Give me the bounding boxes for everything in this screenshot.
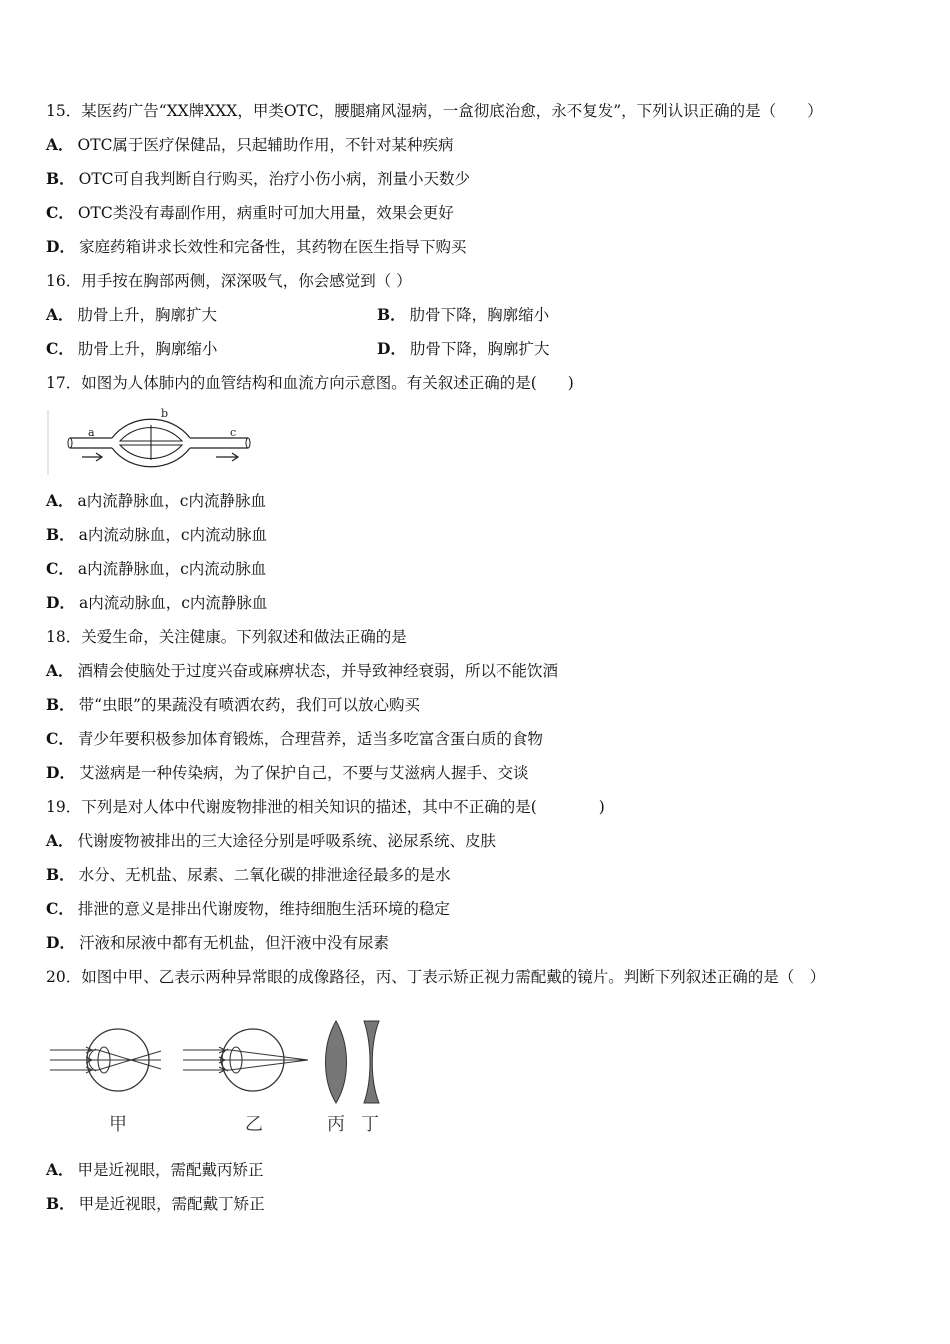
option-label: A． [46,661,74,680]
eye-jia [50,1029,161,1091]
q15-option-a [46,135,453,155]
option-text: 排泄的意义是排出代谢废物，维持细胞生活环境的稳定 [77,900,450,918]
option-label: A． [46,1160,74,1179]
q19-option-b [46,865,451,885]
q20-stem: 20．如图中甲、乙表示两种异常眼的成像路径，丙、丁表示矫正视力需配戴的镜片。判断下列叙述正确的是（ ） [46,968,826,986]
option-label: B． [377,305,406,324]
option-label: B． [46,525,75,544]
option-label: D． [46,593,75,612]
q16-option-b [377,305,549,325]
concave-lens-ding [364,1021,379,1103]
option-text: 青少年要积极参加体育锻炼，合理营养，适当多吃富含蛋白质的食物 [77,730,543,748]
q19-option-d [46,933,389,953]
q16-option-a [46,305,217,325]
flow-arrow-right-icon [216,453,238,461]
q18-option-d [46,763,528,783]
option-label: A． [46,491,74,510]
option-label: B． [46,169,75,188]
option-text: 酒精会使脑处于过度兴奋或麻痹状态，并导致神经衰弱，所以不能饮酒 [77,662,559,680]
option-text: a内流静脉血，c内流静脉血 [77,492,266,510]
q15-option-c [46,203,454,223]
option-text: 肋骨下降，胸廓缩小 [409,306,550,324]
q15-option-b [46,169,470,189]
flow-arrow-left-icon [82,453,102,461]
eye-lens-diagram [46,1015,391,1140]
option-label: B． [46,1194,75,1213]
option-text: 家庭药箱讲求长效性和完备性，其药物在医生指导下购买 [78,238,467,256]
convex-lens-bing [326,1021,347,1103]
label-jia: 甲 [109,1114,127,1135]
option-label: A． [46,831,74,850]
q20-option-a [46,1160,264,1180]
option-text: 代谢废物被排出的三大途径分别是呼吸系统、泌尿系统、皮肤 [77,832,497,850]
option-label: C． [46,339,74,358]
q17-option-a [46,491,266,511]
q19-option-c [46,899,450,919]
q16-stem: 16．用手按在胸部两侧，深深吸气，你会感觉到（ ） [46,272,412,290]
option-label: C． [46,899,74,918]
label-ding: 丁 [361,1114,379,1135]
option-label: C． [46,559,74,578]
option-label: D． [46,763,75,782]
q15-stem: 15．某医药广告“XX牌XXX，甲类OTC，腰腿痛风湿病，一盒彻底治愈，永不复发”，下列认识正确的是（ ） [46,102,823,120]
vessel-a-end [68,438,72,448]
q17-option-c [46,559,266,579]
option-text: OTC可自我判断自行购买，治疗小伤小病，剂量小天数少 [78,170,471,188]
option-label: C． [46,203,74,222]
label-b: b [161,407,169,420]
option-label: D． [46,237,75,256]
label-c: c [230,426,237,439]
eye-yi [183,1029,308,1091]
option-label: D． [46,933,75,952]
vessel-c-end [246,438,250,448]
option-text: 带“虫眼”的果蔬没有喷洒农药，我们可以放心购买 [78,696,420,714]
label-yi: 乙 [245,1114,263,1135]
q15-option-d [46,237,466,257]
option-label: D． [377,339,406,358]
q17-option-d [46,593,267,613]
vessel-a [70,438,112,448]
option-label: C． [46,729,74,748]
option-text: a内流动脉血，c内流动脉血 [78,526,268,544]
option-text: 汗液和尿液中都有无机盐，但汗液中没有尿素 [78,934,389,952]
option-text: a内流静脉血，c内流动脉血 [77,560,267,578]
q18-option-b [46,695,420,715]
q16-option-c [46,339,217,359]
option-label: A． [46,305,74,324]
q17-stem: 17．如图为人体肺内的血管结构和血流方向示意图。有关叙述正确的是( ) [46,374,574,392]
option-text: 水分、无机盐、尿素、二氧化碳的排泄途径最多的是水 [78,866,451,884]
q17-option-b [46,525,267,545]
option-label: A． [46,135,74,154]
option-text: 肋骨下降，胸廓扩大 [409,340,550,358]
q18-option-a [46,661,558,681]
option-text: OTC类没有毒副作用，病重时可加大用量，效果会更好 [77,204,454,222]
q16-option-d [377,339,549,359]
option-text: OTC属于医疗保健品，只起辅助作用，不针对某种疾病 [77,136,454,154]
label-a: a [88,426,95,439]
blood-vessel-diagram [46,405,256,480]
option-text: 肋骨上升，胸廓扩大 [77,306,218,324]
q20-option-b [46,1194,265,1214]
option-label: B． [46,865,75,884]
vessel-c [190,438,248,448]
option-text: 甲是近视眼，需配戴丁矫正 [78,1195,265,1213]
option-text: 甲是近视眼，需配戴丙矫正 [77,1161,264,1179]
option-text: 肋骨上升，胸廓缩小 [77,340,218,358]
q18-stem: 18．关爱生命，关注健康。下列叙述和做法正确的是 [46,628,407,646]
label-bing: 丙 [327,1114,345,1135]
q18-option-c [46,729,543,749]
q19-stem: 19．下列是对人体中代谢废物排泄的相关知识的描述，其中不正确的是( ) [46,798,605,816]
option-text: a内流动脉血，c内流静脉血 [78,594,268,612]
option-text: 艾滋病是一种传染病，为了保护自己，不要与艾滋病人握手、交谈 [78,764,529,782]
option-label: B． [46,695,75,714]
q19-option-a [46,831,496,851]
